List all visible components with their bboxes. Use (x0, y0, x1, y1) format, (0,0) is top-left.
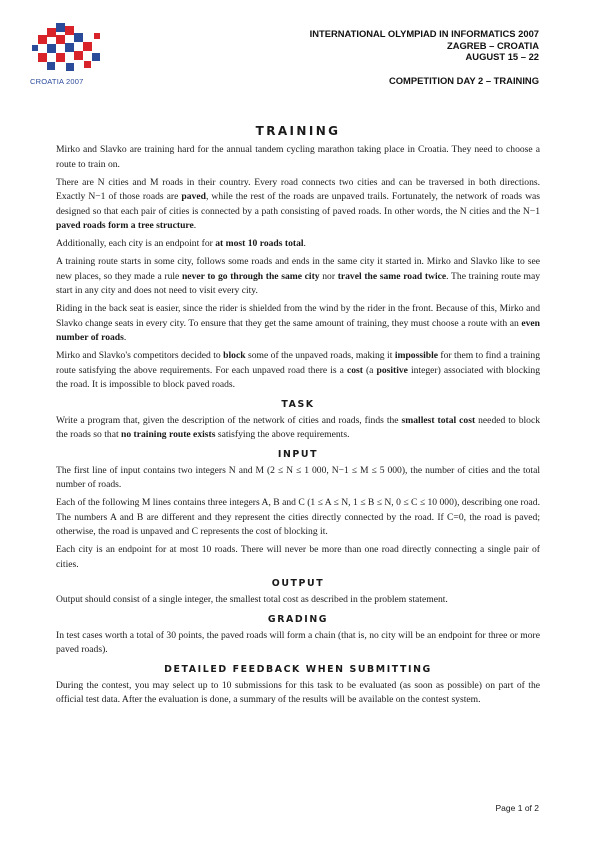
checkerboard-flag-icon (30, 23, 110, 75)
feedback-heading: DETAILED FEEDBACK WHEN SUBMITTING (164, 663, 432, 675)
problem-statement (56, 123, 540, 711)
feedback-paragraph: During the contest, you may select up to 10 submissions for this task to be evaluated (as soon as possible) on part of the official test data. After the evaluation is done, a summary of the results will be available on the contest system. (56, 679, 540, 705)
grading-heading: GRADING (267, 613, 329, 625)
output-heading: OUTPUT (271, 578, 325, 589)
input-heading: INPUT (277, 448, 319, 460)
intro-paragraph-6: Mirko and Slavko's competitors decided to block some of the unpaved roads, making it impossible for them to find a training route satisfying the above requirements. For each unpaved road there is a cost (a positive integer) associated with blocking the road. It is impossible to block paved roads. (56, 350, 541, 390)
competition-day: COMPETITION DAY 2 – TRAINING (388, 74, 539, 86)
intro-paragraph-3: Additionally, each city is an endpoint for at most 10 roads total. (56, 238, 306, 249)
input-paragraph-1: The first line of input contains two integers N and M (2 ≤ N ≤ 1 000, N−1 ≤ M ≤ 5 000), the number of cities and the total number of roads. (56, 464, 540, 490)
olympiad-dates: AUGUST 15 – 22 (465, 51, 539, 62)
input-paragraph-3: Each city is an endpoint for at most 10 roads. There will never be more than one road directly connecting a single pair of cities. (56, 544, 540, 570)
page-number: Page 1 of 2 (495, 803, 539, 813)
grading-paragraph: In test cases worth a total of 30 points, the paved roads will form a chain (that is, no city will be an endpoint for three or more paved roads). (56, 629, 540, 655)
input-paragraph-2: Each of the following M lines contains three integers A, B and C (1 ≤ A ≤ N, 1 ≤ B ≤ N, 0 ≤ C ≤ 10 000), describing one road. The numbers A and B are different and they represent the cities directly connected by the road. If C=0, the road is paved; otherwise, the road is unpaved and C represents the cost of blocking it. (56, 497, 540, 537)
intro-paragraph-2: There are N cities and M roads in their country. Every road connects two cities and can be traversed in both directions. Exactly N−1 of those roads are paved, while the rest of the roads are unpaved trails. Fortunately, the network of roads was designed so that each pair of cities is connected by a path consisting of paved roads. In other words, the N cities and the N−1 paved roads form a tree structure. (56, 176, 540, 231)
olympiad-title: INTERNATIONAL OLYMPIAD IN INFORMATICS 2007 (309, 28, 539, 39)
intro-paragraph-5: Riding in the back seat is easier, since the rider is shielded from the wind by the rider in the front. Because of this, Mirko and Slavko change seats in every city. To ensure that they get the same amount of training, they must choose a route with an even number of roads. (56, 303, 540, 343)
problem-title: TRAINING (255, 124, 341, 138)
olympiad-location: ZAGREB – CROATIA (446, 39, 539, 51)
intro-paragraph-4: A training route starts in some city, follows some roads and ends in the same city it started in. Mirko and Slavko like to see new places, so they made a rule never to go through the same city nor travel the same road twice. The training route may start in any city and does not need to visit every city. (56, 256, 541, 296)
croatia-2007-logo (30, 23, 110, 93)
task-paragraph: Write a program that, given the description of the network of cities and roads, finds the smallest total cost needed to block the roads so that no training route exists satisfying the above requirements. (56, 414, 541, 440)
logo-text: CROATIA 2007 (30, 77, 84, 86)
output-paragraph: Output should consist of a single integer, the smallest total cost as described in the problem statement. (56, 594, 448, 605)
intro-paragraph-1: Mirko and Slavko are training hard for the annual tandem cycling marathon taking place in Croatia. They need to choose a route to train on. (56, 144, 540, 170)
task-heading: TASK (281, 398, 315, 410)
page-header (310, 28, 539, 86)
